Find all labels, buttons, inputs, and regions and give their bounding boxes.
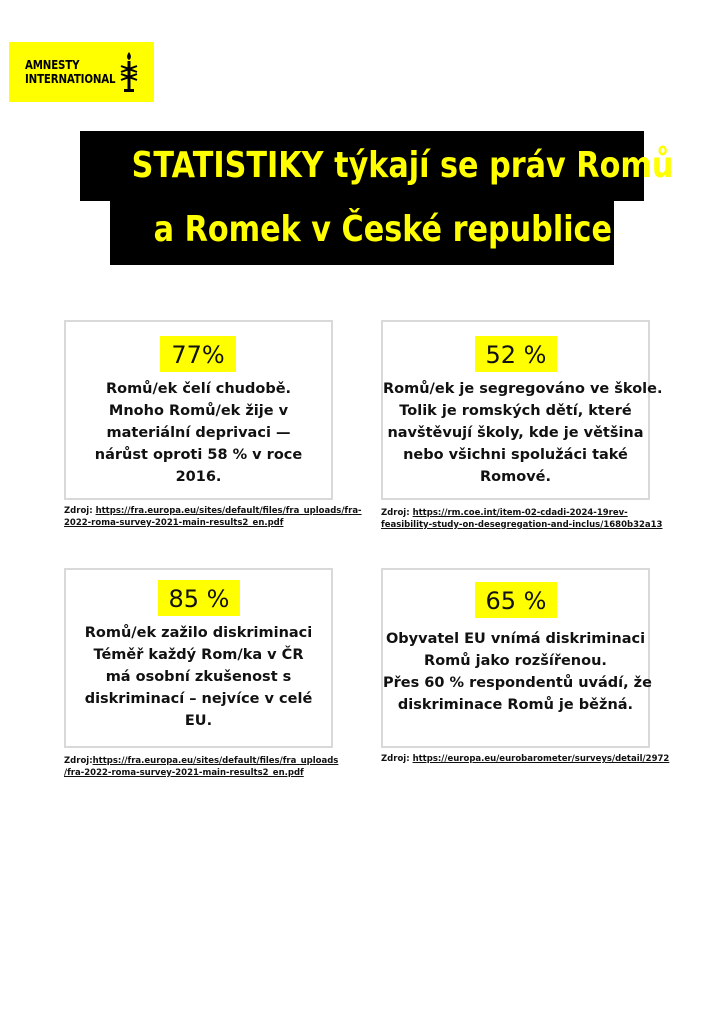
source-link[interactable]: https://rm.coe.int/item-02-cdadi-2024-19rev- <box>412 508 628 518</box>
stat-badge: 77% <box>160 336 236 372</box>
stat-badge: 52 % <box>475 336 557 372</box>
stat-card-segregation <box>381 320 663 500</box>
stat-card-eu-perception <box>381 568 650 748</box>
stat-badge: 65 % <box>475 582 557 618</box>
source-link-continued[interactable]: /fra-2022-roma-survey-2021-main-results2_en.pdf <box>64 767 304 778</box>
stat-description: Romů/ek je segregováno ve škole. Tolik je romských dětí, které navštěvují školy, kde je většina nebo všichni spolužáci také Romové. <box>383 381 663 485</box>
page-title <box>80 131 674 265</box>
source-link-continued[interactable]: feasibility-study-on-desegregation-and-inclus/1680b32a13 <box>381 519 663 530</box>
logo-line-2: INTERNATIONAL <box>25 71 116 86</box>
source-note: Zdroj:https://fra.europa.eu/sites/default/files/fra_uploads /fra-2022-roma-survey-2021-main-results2_en.pdf <box>64 756 339 778</box>
stat-card-discrimination <box>64 568 333 748</box>
source-note: Zdroj: https://rm.coe.int/item-02-cdadi-2024-19rev- feasibility-study-on-desegregation-and-inclus/1680b32a13 <box>381 508 663 530</box>
source-link[interactable]: https://fra.europa.eu/sites/default/files/fra_uploads/fra- <box>95 506 362 516</box>
stat-description: Romů/ek zažilo diskriminaci Téměř každý Rom/ka v ČR má osobní zkušenost s diskriminací – nejvíce v celé EU. <box>84 625 313 729</box>
source-note: Zdroj: https://europa.eu/eurobarometer/surveys/detail/2972 <box>381 754 670 764</box>
source-link[interactable]: https://europa.eu/eurobarometer/surveys/detail/2972 <box>412 754 670 764</box>
logo-wordmark <box>25 58 115 86</box>
source-link-continued[interactable]: 2022-roma-survey-2021-main-results2_en.pdf <box>64 517 284 528</box>
title-line-1: STATISTIKY týkají se práv Romů <box>80 131 644 201</box>
stat-description: Romů/ek čelí chudobě. Mnoho Romů/ek žije v materiální deprivaci — nárůst oproti 58 % v roce 2016. <box>94 381 303 485</box>
candle-barbed-wire-icon <box>118 50 140 94</box>
stat-description: Obyvatel EU vnímá diskriminaci Romů jako rozšířenou. Přes 60 % respondentů uvádí, že diskriminace Romů je běžná. <box>383 631 652 713</box>
source-note: Zdroj: https://fra.europa.eu/sites/default/files/fra_uploads/fra- 2022-roma-survey-2021-main-results2_en.pdf <box>64 506 362 528</box>
stat-card-poverty <box>64 320 333 500</box>
source-link[interactable]: https://fra.europa.eu/sites/default/files/fra_uploads <box>92 756 339 766</box>
logo-line-1: AMNESTY <box>25 57 80 72</box>
amnesty-logo <box>9 42 154 102</box>
title-line-2: a Romek v České republice <box>110 201 614 265</box>
stat-badge: 85 % <box>158 580 240 616</box>
